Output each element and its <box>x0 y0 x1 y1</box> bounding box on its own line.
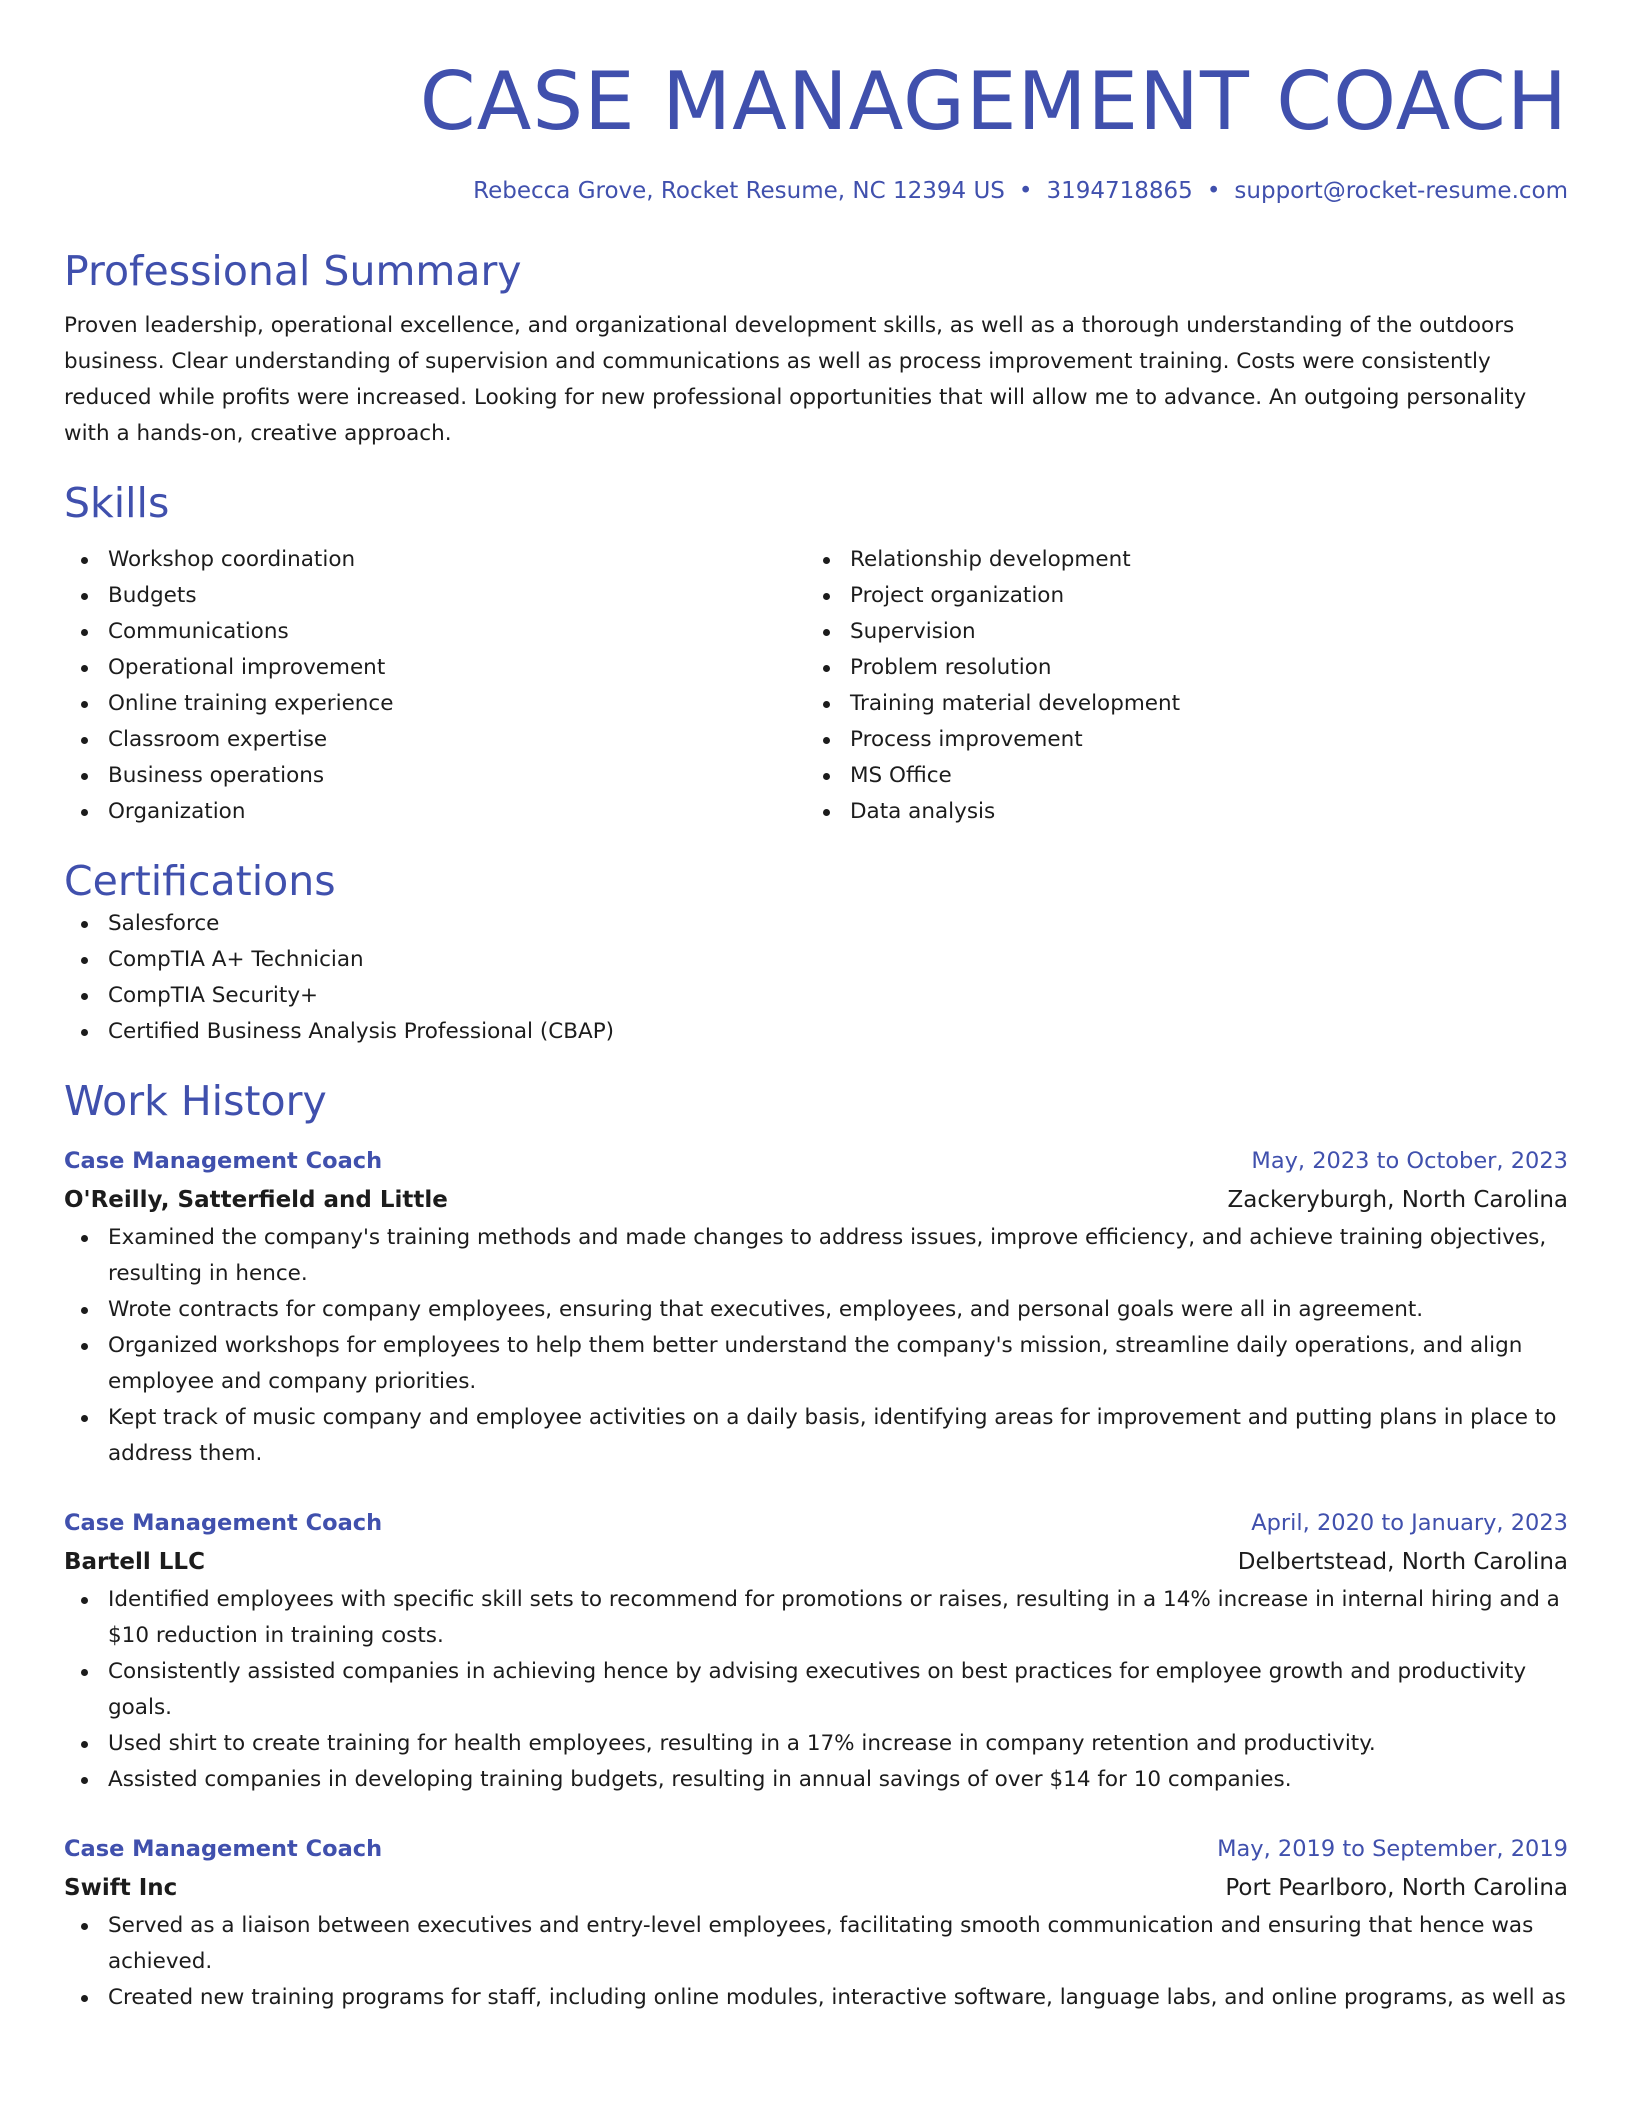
job-entry <box>64 1504 1568 1798</box>
skill-item: Data analysis <box>806 794 1548 830</box>
job-bullet: Examined the company's training methods and made changes to address issues, improve efficiency, and achieve training objectives, resulting in hence. <box>64 1220 1568 1292</box>
job-bullet: Used shirt to create training for health employees, resulting in a 17% increase in company retention and productivity. <box>64 1726 1568 1762</box>
resume-title: CASE MANAGEMENT COACH <box>419 55 1568 148</box>
contact-address: Rebecca Grove, Rocket Resume, NC 12394 US <box>473 178 1005 204</box>
skill-item: Budgets <box>64 578 806 614</box>
contact-separator: • <box>1018 178 1033 204</box>
certification-item: CompTIA Security+ <box>64 978 1568 1014</box>
job-role: Case Management Coach <box>64 1836 383 1862</box>
job-bullet-list <box>64 1908 1568 2016</box>
job-bullet: Created new training programs for staff, including online modules, interactive software, language labs, and online programs, as well as <box>64 1980 1568 2016</box>
job-bullet: Consistently assisted companies in achieving hence by advising executives on best practices for employee growth and productivity goals. <box>64 1654 1568 1726</box>
skills-heading: Skills <box>64 479 170 527</box>
summary-heading: Professional Summary <box>64 247 522 295</box>
skill-item: Online training experience <box>64 686 806 722</box>
job-header-row <box>64 1142 1568 1180</box>
skill-item: Business operations <box>64 758 806 794</box>
job-location: Zackeryburgh, North Carolina <box>1227 1187 1568 1213</box>
contact-phone[interactable]: 3194718865 <box>1046 178 1193 204</box>
certifications-heading: Certifications <box>64 857 336 905</box>
skill-item: Communications <box>64 614 806 650</box>
job-bullet: Assisted companies in developing training budgets, resulting in annual savings of over $14 for 10 companies. <box>64 1762 1568 1798</box>
job-header-row <box>64 1504 1568 1542</box>
job-role: Case Management Coach <box>64 1148 383 1174</box>
job-dates: April, 2020 to January, 2023 <box>1251 1510 1568 1536</box>
summary-text: Proven leadership, operational excellence, and organizational development skills, as well as a thorough understanding of the outdoors business. Clear understanding of supervision and communications as well as process improvement training. Costs were consistently reduced while profits were increased. Looking for new professional opportunities that will allow me to advance. An outgoing personality with a hands-on, creative approach. <box>64 313 1527 446</box>
job-bullet: Organized workshops for employees to help them better understand the company's mission, streamline daily operations, and align employee and company priorities. <box>64 1328 1568 1400</box>
job-header-row <box>64 1830 1568 1868</box>
job-dates: May, 2019 to September, 2019 <box>1217 1836 1568 1862</box>
job-company-row <box>64 1542 1568 1582</box>
certification-item: Certified Business Analysis Professional (CBAP) <box>64 1014 1568 1050</box>
skill-item: Operational improvement <box>64 650 806 686</box>
skill-item: Problem resolution <box>806 650 1548 686</box>
skills-column-right <box>806 542 1548 830</box>
resume-page <box>64 0 1568 2016</box>
skill-item: Process improvement <box>806 722 1548 758</box>
skill-item: Training material development <box>806 686 1548 722</box>
job-bullet: Wrote contracts for company employees, ensuring that executives, employees, and personal goals were all in agreement. <box>64 1292 1568 1328</box>
work-history-heading: Work History <box>64 1077 327 1125</box>
job-location: Port Pearlboro, North Carolina <box>1225 1875 1568 1901</box>
job-dates: May, 2023 to October, 2023 <box>1251 1148 1568 1174</box>
skill-item: Relationship development <box>806 542 1548 578</box>
job-company-row <box>64 1868 1568 1908</box>
job-location: Delbertstead, North Carolina <box>1237 1549 1568 1575</box>
job-role: Case Management Coach <box>64 1510 383 1536</box>
certifications-list <box>64 906 1568 1050</box>
certification-item: Salesforce <box>64 906 1568 942</box>
skills-list-left <box>64 542 806 830</box>
skill-item: Classroom expertise <box>64 722 806 758</box>
job-bullet-list <box>64 1220 1568 1472</box>
job-entry <box>64 1830 1568 2016</box>
job-company: O'Reilly, Satterfield and Little <box>64 1187 448 1213</box>
job-bullet-list <box>64 1582 1568 1798</box>
contact-line <box>64 176 1568 206</box>
contact-separator: • <box>1206 178 1221 204</box>
skill-item: Workshop coordination <box>64 542 806 578</box>
job-bullet: Served as a liaison between executives and entry-level employees, facilitating smooth communication and ensuring that hence was achieved. <box>64 1908 1568 1980</box>
skill-item: Organization <box>64 794 806 830</box>
contact-email[interactable]: support@rocket-resume.com <box>1234 178 1568 204</box>
skill-item: Project organization <box>806 578 1548 614</box>
certification-item: CompTIA A+ Technician <box>64 942 1568 978</box>
job-bullet: Identified employees with specific skill sets to recommend for promotions or raises, resulting in a 14% increase in internal hiring and a $10 reduction in training costs. <box>64 1582 1568 1654</box>
job-company: Swift Inc <box>64 1875 178 1901</box>
skills-list-right <box>806 542 1548 830</box>
skill-item: Supervision <box>806 614 1548 650</box>
skills-column-left <box>64 542 806 830</box>
job-bullet: Kept track of music company and employee activities on a daily basis, identifying areas for improvement and putting plans in place to address them. <box>64 1400 1568 1472</box>
job-company-row <box>64 1180 1568 1220</box>
skill-item: MS Office <box>806 758 1548 794</box>
skills-grid <box>64 542 1568 830</box>
job-entry <box>64 1142 1568 1472</box>
job-company: Bartell LLC <box>64 1549 205 1575</box>
